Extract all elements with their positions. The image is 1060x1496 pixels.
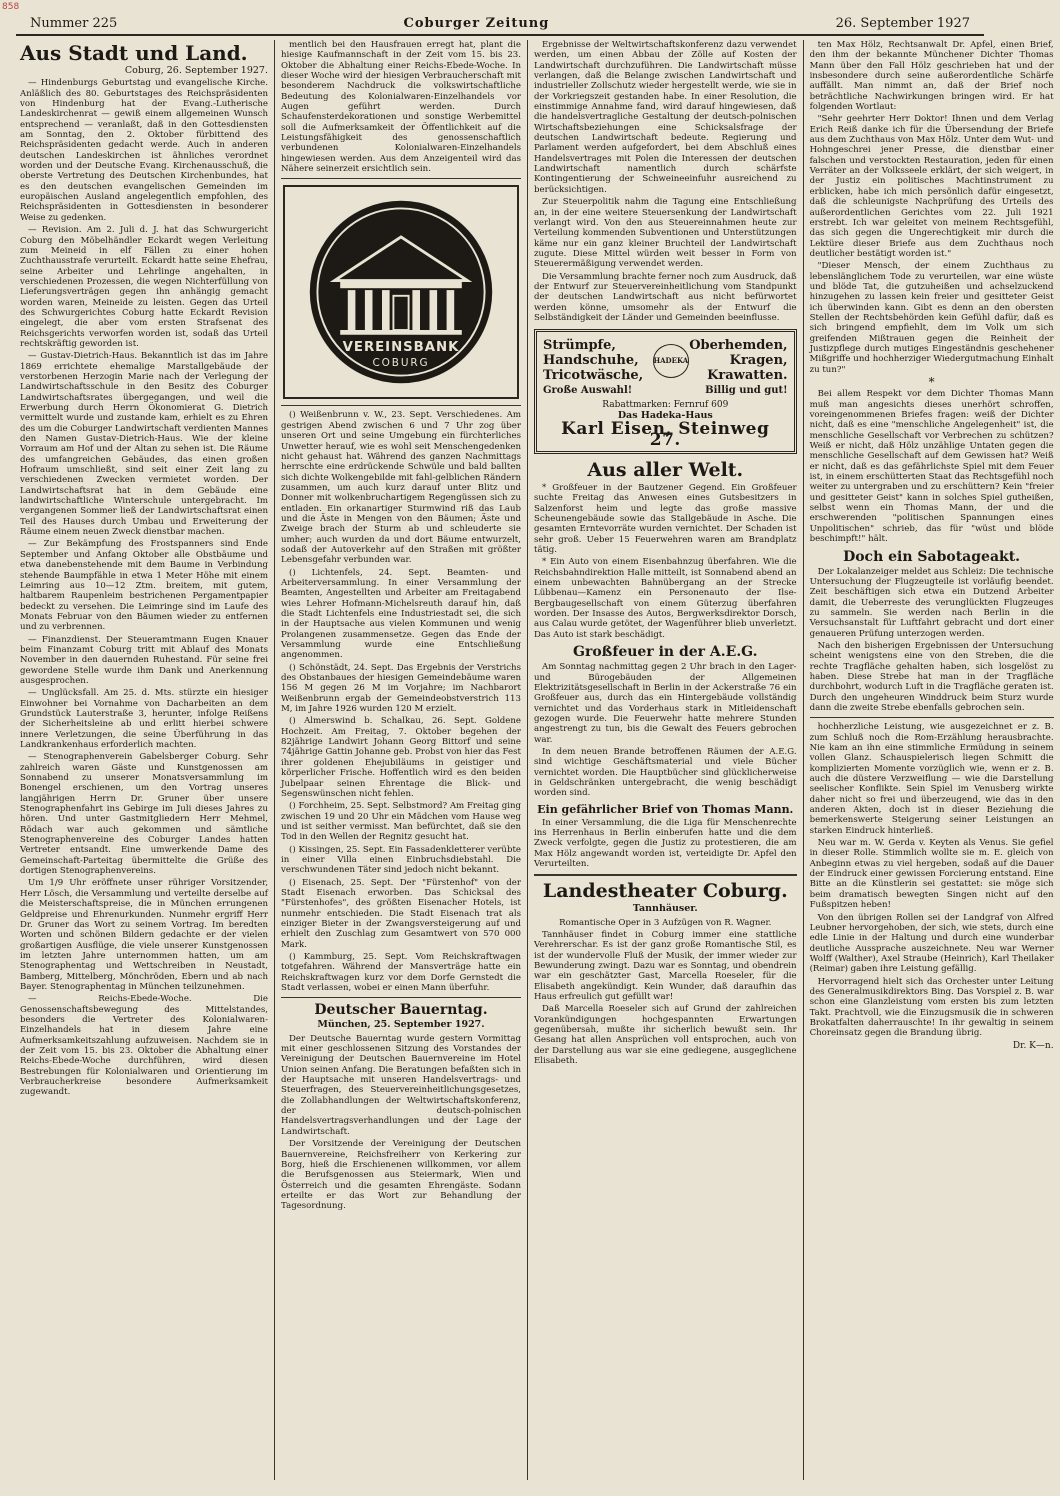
article-paragraph: — Reichs-Ebede-Woche. Die Genossenschaftsbewegung des Mittelstandes, besonders die Vertreter des Kolonialwaren-Einzelhandels hat in diesem Jahre eine Aufmerksamkeitszahlung aufzuweisen. Nachdem sie in der Zeit vom 15. bis 23. Oktober die Abhaltung einer Reichs-Ebede-Woche durchführen, wird diesen Bestrebungen für Kolonialwaren und Orientierung im Verbraucherkreise besondere Aufmerksamkeit zugewandt.	[20, 994, 268, 1098]
masthead	[16, 14, 984, 36]
bank-name: VEREINSBANK	[342, 340, 460, 356]
paper-title: Coburger Zeitung	[403, 16, 550, 31]
dateline: Coburg, 26. September 1927.	[124, 65, 268, 76]
star-separator: *	[928, 375, 935, 389]
article-paragraph: () Forchheim, 25. Sept. Selbstmord? Am Freitag ging zwischen 19 und 20 Uhr ein Mädchen vom Hause weg und ist seither vermisst. Man befürchtet, daß sie den Tod in den Wellen der Regnitz gesucht hat.	[281, 801, 521, 843]
article-paragraph: — Hindenburgs Geburtstag und evangelische Kirche. Anläßlich des 80. Geburtstages des Reichspräsidenten von Hindenburg hat der Evang.-Lutherische Landeskirchenrat — gewiß einem allgemeinen Wunsch entsprechend — veranlaßt, daß in den Gottesdiensten am Sonntag, den 2. Oktober fürbittend des Reichspräsidenten gedacht werde. Auch in anderen deutschen Landeskirchen ist ähnliches verordnet worden und der Deutsche Evang. Kirchenausschuß, die oberste Vertretung des Deutschen Kirchenbundes, hat es den deutschen evangelischen Gemeinden im europäischen Ausland angelegentlich empfohlen, des Reichspräsidenten in Gottesdiensten in besonderer Weise zu gedenken.	[20, 78, 268, 223]
article-paragraph: — Gustav-Dietrich-Haus. Bekanntlich ist das im Jahre 1869 errichtete ehemalige Marstallgebäude der verstorbenen Herzogin Marie nach der Verlegung der Landwirtschaftsschule in den Besitz des Coburger Landwirtschaftsrates übergegangen, und weil die Erwerbung durch Herrn Ökonomierat G. Dietrich vermittelt wurde und zustande kam, erhielt es zu Ehren des um die Coburger Landwirtschaft verdienten Mannes den Namen Gustav-Dietrich-Haus. Wie der kleine Vorraum am Hof und der Altan zu sehen ist. Die Räume des umfangreichen Gebäudes, das einen großen Hofraum umschließt, sind seit einer Zeit lang zu verschiedenen Zwecken vermietet worden. Der Landwirtschaftsrat hat in dem Gebäude eine landwirtschaftliche Winterschule untergebracht. Im vergangenen Sommer ließ der Landwirtschaftsrat einen Teil des Hauses durch Umbau und Erweiterung der Räume einem neuen Zweck dienstbar machen.	[20, 351, 268, 538]
section-heading: Aus Stadt und Land.	[20, 41, 248, 65]
article-paragraph: — Unglücksfall. Am 25. d. Mts. stürzte ein hiesiger Einwohner bei Vornahme von Dacharbeiten an dem Grundstück Lauterstraße 3, herunter, infolge Reißens der Sicherheitsleine ab und erlitt hierbei schwere innere Verletzungen, die seine Überführung in das Landkrankenhaus erforderlich machten.	[20, 688, 268, 750]
column-3	[528, 40, 804, 1480]
bauerntag-heading: Deutscher Bauerntag.	[314, 1002, 488, 1019]
divider	[281, 997, 521, 998]
ad-left-text: Strümpfe, Handschuhe, Tricotwäsche,	[543, 338, 644, 384]
article-paragraph: "Sehr geehrter Herr Doktor! Ihnen und dem Verlag Erich Reiß danke ich für die Übersendung der Briefe aus dem Zuchthaus von Max Hölz. Unter dem Wut- und Hohngeschrei jener Presse, die dienstbar einer falschen und verstockten Restauration, jeden für einen Verräter an der Volksseele erklärt, der sich weigert, in der Justiz ein politisches Machtinstrument zu erblicken, habe ich mich persönlich dafür eingesetzt, daß die schleunigste Nachprüfung des Urteils des außerordentlichen Gerichtes vom 22. Juli 1921 erstrebt. Ich war geleitet von meinem Rechtsgefühl, das sich gegen die Ungerechtigkeit mir durch die Lektüre dieser Briefe aus dem Zuchthaus noch deutlicher bestätigt worden ist."	[809, 114, 1054, 259]
vereinsbank-ad	[283, 185, 519, 399]
divider	[810, 717, 1054, 718]
theater-heading: Landestheater Coburg.	[542, 880, 788, 903]
article-paragraph: mentlich bei den Hausfrauen erregt hat, plant die hiesige Kaufmannschaft in der Zeit vom 15. bis 23. Oktober die Abhaltung einer Reichs-Ebede-Woche. In dieser Woche wird der hiesigen Verbraucherschaft mit besonderem Nachdruck die volkswirtschaftliche Bedeutung des Kolonialwaren-Einzelhandels vor Augen geführt werden. Durch Schaufensterdekorationen und sonstige Werbemittel soll die Aufmerksamkeit der Öffentlichkeit auf die Leistungsfähigkeit des genossenschaftlich verbundenen Kolonialwaren-Einzelhandels hingewiesen werden. Aus dem Anzeigenteil wird das Nähere seinerzeit ersichtlich sein.	[281, 40, 521, 175]
column-4	[804, 40, 1060, 1480]
sabotage-heading: Doch ein Sabotageakt.	[843, 548, 1021, 565]
ad-shop-name: Karl Eisen, Steinweg 27.	[561, 419, 770, 450]
article-paragraph: In einer Versammlung, die die Liga für Menschenrechte ins Herrenhaus in Berlin einberufen hatte und die dem Zweck verfolgte, gegen die Justiz zu protestieren, die am Max Hölz angewandt worden ist, verteidigte Dr. Apfel den Verurteilten.	[534, 817, 797, 869]
article-paragraph: hochherzliche Leistung, wie ausgezeichnet er z. B. zum Schluß noch die Rom-Erzählung herausbrachte. Nie kam an ihn eine stimmliche Ermüdung in seinem vollen Glanz. Schauspielerisch liegen Schmitt die komplizierten Momente vorzüglich wie, wenn er z. B. auch die düstere Verzweiflung — wie die Darstellung seelischer Konflikte. Sein Spiel im Venusberg wirkte daher nicht so frei und überzeugend, wie das in den anderen Akten, doch ist in dieser Beziehung die bemerkenswerte Steigerung seiner Leistungen an starken Eindruck hinterließ.	[809, 722, 1054, 836]
bauerntag-dateline: München, 25. September 1927.	[317, 1019, 485, 1031]
article-paragraph: Der Deutsche Bauerntag wurde gestern Vormittag mit einer geschlossenen Sitzung des Vorstandes der Vereinigung der Deutschen Bauernvereine im Hotel Union seinen Anfang. Die Beratungen befaßten sich in der Hauptsache mit unseren Handelsvertrags- und Steuerfragen, des Steuervereinheitlichungsgesetzes, die Zollabhandlungen der Weltwirtschaftskonferenz, der deutsch-polnischen Handelsvertragsverhandlungen und der Lage der Landwirtschaft.	[281, 1033, 521, 1137]
article-paragraph: Zur Steuerpolitik nahm die Tagung eine Entschließung an, in der eine weitere Steuersenkung der Landwirtschaft verlangt wird. Von den aus Steuereinnahmen heute zur Verteilung kommenden Subventionen und Unterstützungen käme nur ein ganz kleiner Bruchteil der Landwirtschaft zugute. Diese Mittel würden weit besser in Form von Steuerermäßigung verwendet werden.	[534, 197, 797, 270]
columns	[14, 40, 1054, 1480]
ad-right-text: Oberhemden, Kragen, Krawatten.	[689, 338, 788, 384]
ad-haus: Das Hadeka-Haus	[617, 409, 713, 421]
article-paragraph: () Almerswind b. Schalkau, 26. Sept. Goldene Hochzeit. Am Freitag, 7. Oktober begehen der 82jährige Landwirt Johann Georg Bittorf und seine 74jährige Gattin Johanne geb. Probst von hier das Fest ihrer goldenen Ehejubiläums in geistiger und körperlicher Frische. Hoffentlich wird es den beiden Jubelpaar seinen Ehrentage die Blick- und Segenswünschen nicht fehlen.	[281, 716, 521, 799]
bank-logo-icon	[306, 197, 496, 387]
article-paragraph: Daß Marcella Roeseler sich auf Grund der zahlreichen Vorankündigungen hochgespannten Erwartungen gegenübersah, mußte ihr sicherlich bewußt sein. Ihr Gesang hat allen Ansprüchen voll entsprochen, auch von der Darstellung aus war sie eine gediegene, ausgeglichene Elisabeth.	[534, 1004, 797, 1067]
divider	[281, 405, 521, 406]
article-paragraph: Tannhäuser findet in Coburg immer eine stattliche Verehrerschar. Es ist der ganz große Romantische Stil, es ist der wundervolle Fluß der Musik, der immer wieder zur Bewunderung zwingt. Dazu war es Sonntag, und obendrein war ein geschätzter Gast, Marcella Roeseler, für die Elisabeth angekündigt. Kein Wunder, daß daraufhin das Haus erfreulich gut gefüllt war!	[534, 930, 797, 1003]
article-paragraph: () Weißenbrunn v. W., 23. Sept. Verschiedenes. Am gestrigen Abend zwischen 6 und 7 Uhr zog über unseren Ort und seine Umgebung ein fürchterliches Unwetter herauf, wie es wohl seit Menschengedenken nicht gehaust hat. Während des ganzen Nachmittags herrschte eine erdrückende Schwüle und bald ballten sich dichte Wolkengebilde mit fahl-gelblichen Rändern zusammen, um auch kurz darauf unter Blitz und Donner mit wolkenbruchartigem Regengüssen sich zu entladen. Ein orkanartiger Sturmwind riß das Laub und die Äste in Mengen von den Bäumen; Äste und Zweige brach der Sturm ab und schleuderte sie umher; auch wurden da und dort Bäume entwurzelt, sodaß der Autoverkehr auf den Straßen mit größter Lebensgefahr verbunden war.	[281, 410, 521, 566]
theater-subheading: Tannhäuser.	[632, 903, 698, 915]
article-paragraph: () Lichtenfels, 24. Sept. Beamten- und Arbeiterversammlung. In einer Versammlung der Beamten, Angestellten und Arbeiter am Freitagabend wies Lehrer Hofmann-Michelsreuth darauf hin, daß die Stadt Lichtenfels eine Industriestadt sei, die sich in der Hauptsache aus vielen Kommunen und wenig Prolangenen zusammensetze. Gegen das Ende der Versammlung wurde eine Entschließung angenommen.	[281, 567, 521, 661]
page-mark: 858	[2, 2, 20, 12]
article-paragraph: — Zur Bekämpfung des Frostspanners sind Ende September und Anfang Oktober alle Obstbäume und etwa danebenstehende mit dem Baume in Verbindung stehende Baumpfähle in etwa 1 Meter Höhe mit einem Leimring aus 10—12 Ztm. breitem, mit gutem, haltbarem Raupenleim bestrichenen Pergamentpapier bedeckt zu versehen. Die Leimringe sind im Laufe des Monats Februar von den Bäumen wieder zu entfernen und zu verbrennen.	[20, 539, 268, 633]
article-paragraph: "Dieser Mensch, der einem Zuchthaus zu lebenslänglichem Tode zu verurteilen, war eine wüste und blöde Tat, die gutzuheißen und achselzuckend hinzugehen zu lassen kein freier und gesitteter Geist ich überwinden kann. Gibt es denn an den obersten Stellen der Rechtsbehörden kein Gefühl dafür, daß es sich bringend empfiehlt, dem im Volk um sich greifenden Mißtrauen gegen die Reinheit der Justizpflege durch mutiges Eingeständnis geschehener Mißgriffe und hochherziger Wiedergutmachung Einhalt zu tun?"	[809, 261, 1054, 375]
divider	[281, 178, 521, 179]
ad-slogan-right: Billig und gut!	[705, 385, 788, 397]
article-paragraph: Am Sonntag nachmittag gegen 2 Uhr brach in den Lager- und Bürogebäuden der Allgemeinen Elektrizitätsgesellschaft in Berlin in der Ackerstraße 76 ein Großfeuer aus, durch das ein Hintergebäude vollständig vernichtet und das Vorderhaus stark in Mitleidenschaft gezogen wurde. Die Feuerwehr hatte mehrere Stunden angestrengt zu tun, bis die Gewalt des Feuers gebrochen war.	[534, 662, 797, 745]
theater-info: Romantische Oper in 3 Aufzügen von R. Wagner.	[559, 917, 772, 928]
issue-number: Nummer 225	[30, 16, 118, 31]
article-paragraph: () Schönstädt, 24. Sept. Das Ergebnis der Verstrichs des Obstanbaues der hiesigen Gemeindebäume waren 156 M gegen 26 M im Vorjahre; im Nachbarort Weißenbrunn ergab der Gemeindeobstverstrich 113 M, im Jahre 1926 wurden 120 M erzielt.	[281, 662, 521, 715]
aeg-heading: Großfeuer in der A.E.G.	[573, 644, 758, 661]
ad-phone: Rabattmarken: Fernruf 609	[602, 399, 729, 410]
article-paragraph: () Kammburg, 25. Sept. Vom Reichskraftwagen totgefahren. Während der Mansverträge hatte ein Reichskraftwagen kurz vor dem Dorfe Gernstedt die Stadt verlassen, wobei er einen Mann überfuhr.	[281, 952, 521, 994]
column-2	[275, 40, 528, 1480]
article-paragraph: Von den übrigen Rollen sei der Landgraf von Alfred Leubner hervorgehoben, der sich, wie stets, durch eine edle Linie in der Haltung und durch eine wunderbar deutliche Aussprache auszeichnete. Neu war Werner Wolff (Walther), Axel Straube (Heinrich), Karl Theilaker (Reimar) gaben ihre Leistung gefällig.	[809, 912, 1054, 975]
article-paragraph: — Stenographenverein Gabelsberger Coburg. Sehr zahlreich waren Gäste und Kunstgenossen am Sonnabend zu unserer Monatsversammlung im Bonengel erschienen, um den Vortrag unseres langjährigen Herrn Dr. Gruner über unsere Stenographenfahrt ins Gebirge im Juli dieses Jahres zu hören. Und unter Gastmitgliedern Herr Mehmel, Rödach war auch gekommen und sämtliche Stenographenvereine des Coburger Landes hatten Vertreter entsandt. Eine umwerkende Dame des Gemeinschaft-Parteitag übermittelte die Grüße des dortigen Stenographenvereins.	[20, 752, 268, 877]
article-paragraph: — Revision. Am 2. Juli d. J. hat das Schwurgericht Coburg den Möbelhändler Eckardt wegen Verleitung zum Meineid in elf Fällen zu einer hohen Zuchthausstrafe verurteilt. Eckardt hatte seine Ehefrau, seine Arbeiter und Lehrlinge angehalten, in verschiedenen Prozessen, die wegen Nichterfüllung von Lieferungsverträgen gegen ihn anhängig gemacht worden waren, Meineide zu leisten. Gegen das Urteil des Schwurgerichtes Coburg hatte Eckardt Revision eingelegt, die aber vom ersten Strafsenat des Reichsgerichts verworfen worden ist, sodaß das Urteil rechtskräftig geworden ist.	[20, 225, 268, 349]
karl-eisen-ad	[534, 329, 797, 454]
article-paragraph: * Ein Auto von einem Eisenbahnzug überfahren. Wie die Reichsbahndirektion Halle mitteilt, ist Sonnabend abend an einem unbewachten Bahnübergang an der Strecke Lübbenau—Kamenz ein Personenauto der Ilse-Bergbaugesellschaft von einem Güterzug überfahren worden. Der Insasse des Autos, Bergwerksdirektor Dorsch, aus Calau wurde getötet, der Wagenführer blieb unverletzt. Das Auto ist stark beschädigt.	[534, 557, 797, 640]
column-1	[14, 40, 275, 1480]
ad-slogan-left: Große Auswahl!	[543, 385, 633, 397]
hadeka-badge-icon: HADEKA	[653, 344, 690, 378]
author-signature: Dr. K—n.	[1012, 1040, 1054, 1051]
article-paragraph: Nach den bisherigen Ergebnissen der Untersuchung scheint wenigstens eine von den Streben, die die rechte Tragfläche gehalten haben, sich losgelöst zu haben. Diese Strebe hat man in der Tragfläche durchbohrt, wodurch Luft in die Tragfläche geraten ist. Durch den ungeheuren Winddruck beim Sturz wurde dann die zweite Strebe ebenfalls gebrochen sein.	[809, 640, 1054, 713]
article-paragraph: Der Vorsitzende der Vereinigung der Deutschen Bauernvereine, Reichsfreiherr von Kerkering zur Borg, hieß die Erschienenen willkommen, vor allem die Berufsgenossen aus Steiermark, Wien und Österreich und die gesamten Ehrengäste. Sodann erteilte er das Wort zur Behandlung der Tagesordnung.	[281, 1139, 521, 1212]
article-paragraph: Ergebnisse der Weltwirtschaftskonferenz dazu verwendet werden, um einen Abbau der Zölle auf Kosten der Landwirtschaft durchzuführen. Die Landwirtschaft müsse verlangen, daß die Belange zwischen Landwirtschaft und industrieller Zollschutz wieder hergestellt werde, wie sie in der Vorkriegszeit gestanden habe. In einer Resolution, die einstimmige Annahme fand, wird darauf hingewiesen, daß die handelsvertragliche Gestaltung der deutsch-polnischen Wirtschaftsbeziehungen eine Schicksalsfrage der deutschen Landwirtschaft bedeute. Regierung und Parlament werden aufgefordert, bei dem Abschluß eines Handelsvertrages mit Polen die Interessen der deutschen Landwirtschaft namentlich durch schärfste Kontingentierung der Schweineeinfuhr ausreichend zu berücksichtigen.	[534, 40, 797, 195]
welt-heading: Aus aller Welt.	[587, 459, 744, 481]
article-paragraph: In dem neuen Brande betroffenen Räumen der A.E.G. sind wichtige Geschäftsmaterial und viele Bücher vernichtet worden. Die Hauptbücher sind glücklicherweise in Geldschränken untergebracht, die wenig beschädigt worden sind.	[534, 746, 797, 799]
article-paragraph: () Kissingen, 25. Sept. Ein Fassadenkletterer verübte in einer Villa einen Einbruchsdiebstahl. Die verschwundenen Täter sind jedoch nicht bekannt.	[281, 844, 521, 876]
article-paragraph: Neu war m. W. Gerda v. Keyten als Venus. Sie gefiel in dieser Rolle. Stimmlich wollte sie m. E. gleich von Anbeginn etwas zu viel hergeben, sodaß auf die Dauer der Eindruck einer gewissen Forcierung entstand. Eine Bitte an die Künstlerin sei gestattet: sie möge sich beim dramatisch bewegten Singen nicht auf den Fußspitzen heben!	[809, 838, 1054, 911]
article-paragraph: Hervorragend hielt sich das Orchester unter Leitung des Generalmusikdirektors Bing. Das Vorspiel z. B. war schon eine Glanzleistung vom ersten bis zum letzten Takt. Prachtvoll, wie die Einzugsmusik die in schweren Brokatfalten daherrauschte! In ihr gewaltig in seinem Choreinsatz gegen die Brandung übrig.	[809, 976, 1054, 1039]
article-paragraph: ten Max Hölz, Rechtsanwalt Dr. Apfel, einen Brief, den ihm der bekannte Münchener Dichter Thomas Mann über den Fall Hölz geschrieben hat und der insbesondere durch seine außerordentliche Schärfe auffällt. Man nimmt an, daß der Brief noch beträchtliche Nachwirkungen bringen wird. Er hat folgenden Wortlaut:	[809, 40, 1054, 113]
article-paragraph: Bei allem Respekt vor dem Dichter Thomas Mann muß man angesichts dieses unerhört schroffen, voreingenommenen Briefes fragen: weiß der Dichter nicht, daß es eine "menschliche Angelegenheit" ist, die menschliche Gesellschaft vor Verbrechen zu schützen? Weiß er nicht, daß Hölz unzählige Untaten gegen die menschliche Gesellschaft auf dem Gewissen hat? Weiß er nicht, daß es das gefährlichste Spiel mit dem Feuer ist, in einem erschütterten Staat das Rechtsgefühl noch weiter zu untergraben und zu erschüttern? Kein "freier und gesitteter Geist" kann in solches Spiel gutheißen, selbst wenn ein Thomas Mann, der und die erschwerenden "politischen Spannungen eines Unpolitischen" schrieb, das für "wüst und blöde beschimpft!" hält.	[809, 389, 1054, 545]
divider	[534, 874, 797, 876]
article-paragraph: Der Lokalanzeiger meldet aus Schleiz: Die technische Untersuchung der Flugzeugteile ist vorläufig beendet. Zeit beschäftigen sich etwa ein Dutzend Arbeiter damit, die Ueberreste des verunglückten Flugzeuges zu sammeln. Sie werden nach Berlin in die Versuchsanstalt für Luftfahrt gebracht und dort einer genaueren Prüfung unterzogen werden.	[809, 566, 1054, 639]
article-paragraph: Um 1/9 Uhr eröffnete unser rühriger Vorsitzender, Herr Lösch, die Versammlung und verteilte derselbe auf die Meisterschaftspreise, die in München errungenen Geldpreise und Ehrenurkunden. Nunmehr ergriff Herr Dr. Gruner das Wort zu seinem Vortrag. Im beredten Worten und schönen Bildern gedachte er der vielen großartigen Ausflüge, die viele unserer Kunstgenossen im letzten Jahre unternommen hatten, um am Stenographentag und Wettschreiben in Neustadt, Bamberg, Mittelberg, Mönchröden, Ebern und ab nach Bayer. Stenographentag in München teilzunehmen.	[20, 878, 268, 992]
mann-heading: Ein gefährlicher Brief von Thomas Mann.	[537, 802, 794, 816]
article-paragraph: Die Versammlung brachte ferner noch zum Ausdruck, daß der Entwurf zur Steuervereinheitlichung vom Standpunkt der deutschen Landwirtschaft aus nicht befürwortet werden könne, umsomehr als der Entwurf die Selbständigkeit der Länder und Gemeinden beeinflusse.	[534, 271, 797, 323]
issue-date: 26. September 1927	[835, 16, 970, 31]
article-paragraph: () Eisenach, 25. Sept. Der "Fürstenhof" von der Stadt Eisenach erworben. Das Schicksal des "Fürstenhofes", des größten Eisenacher Hotels, ist nunmehr entschieden. Die Stadt Eisenach trat als einziger Bieter in der Zwangsversteigerung auf und erhielt den Zuschlag zum Gesamtwert von 570 000 Mark.	[281, 877, 521, 950]
article-paragraph: * Großfeuer in der Bautzener Gegend. Ein Großfeuer suchte Freitag das Anwesen eines Gutsbesitzers in Salzenforst heim und legte das große massive Scheunengebäude sowie das Stallgebäude in Asche. Die gesamten Erntevorräte wurden vernichtet. Der Schaden ist sehr groß. Ueber 15 Feuerwehren waren am Brandplatz tätig.	[534, 483, 797, 556]
article-paragraph: — Finanzdienst. Der Steueramtmann Eugen Knauer beim Finanzamt Coburg tritt mit Ablauf des Monats November in den dauernden Ruhestand. Für seine frei gewordene Stelle wurde ihm Dank und Anerkennung ausgesprochen.	[20, 634, 268, 686]
bank-city: COBURG	[372, 357, 430, 370]
